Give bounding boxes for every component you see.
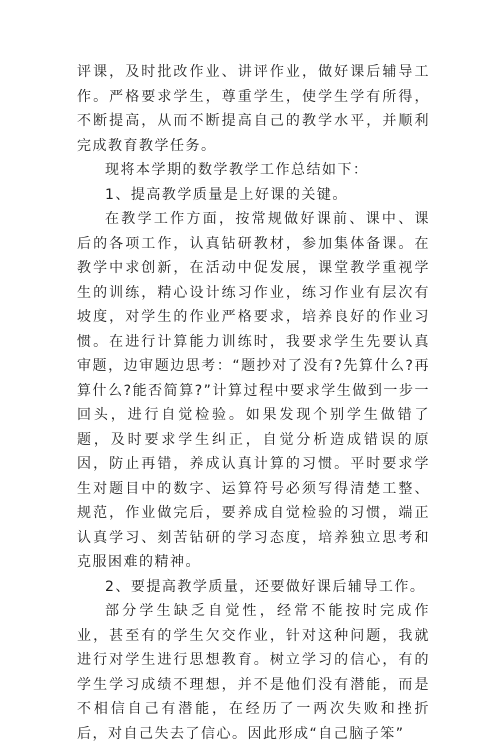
section-heading-1: 1、提高教学质量是上好课的关键。 — [105, 186, 348, 203]
document-body — [77, 60, 430, 746]
paragraph-2: 现将本学期的数学教学工作总结如下： — [105, 162, 369, 178]
section-heading-2: 2、要提高教学质量，还要做好课后辅导工作。 — [105, 578, 426, 595]
paragraph-1: 评课，及时批改作业、讲评作业，做好课后辅导工作。严格要求学生，尊重学生，使学生学有所得，不断提高，从而不断提高自己的教学水平，并顺利完成教育教学任务。 — [77, 64, 430, 154]
paragraph-3: 在教学工作方面，按常规做好课前、课中、课后的各项工作，认真钻研教材，参加集体备课。在教学中求创新，在活动中促发展，课堂教学重视学生的训练，精心设计练习作业，练习作业有层次有坡度，对学生的作业严格要求，培养良好的作业习惯。在进行计算能力训练时，我要求学生先要认真审题，边审题边思考：“题抄对了没有?先算什么?再算什么?能否简算?”计算过程中要求学生做到一步一回头，进行自觉检验。如果发现个别学生做错了题，及时要求学生纠正，自觉分析造成错误的原因，防止再错，养成认真计算的习惯。平时要求学生对题目中的数字、运算符号必须写得清楚工整、规范，作业做完后，要养成自觉检验的习惯，端正认真学习、刻苦钻研的学习态度，培养独立思考和克服困难的精神。 — [77, 211, 430, 570]
paragraph-4: 部分学生缺乏自觉性，经常不能按时完成作业，甚至有的学生欠交作业，针对这种问题，我就进行对学生进行思想教育。树立学习的信心，有的学生学习成绩不理想，并不是他们没有潜能，而是不相信自己有潜能，在经历了一两次失败和挫折后，对自己失去了信心。因此形成“自己脑子笨” — [77, 603, 430, 742]
